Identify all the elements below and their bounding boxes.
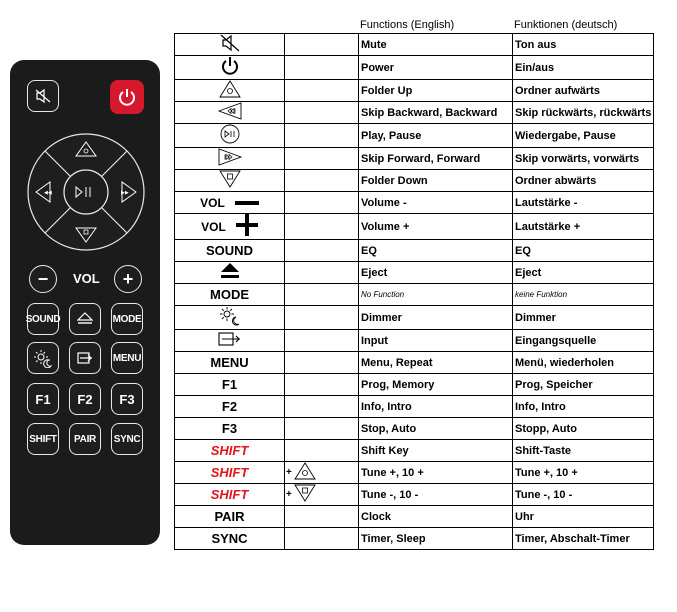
- key-cell: PAIR: [175, 506, 285, 528]
- function-english: Dimmer: [359, 306, 513, 330]
- table-row: [175, 214, 654, 240]
- function-german: Skip rückwärts, rückwärts: [513, 102, 654, 124]
- key-cell: SHIFT: [175, 462, 285, 484]
- remote-mute-button[interactable]: [27, 80, 59, 112]
- combo-cell: [285, 284, 359, 306]
- function-german: Info, Intro: [513, 396, 654, 418]
- dimmer-icon: [219, 306, 241, 329]
- remote-f2-button[interactable]: F2: [69, 383, 101, 415]
- table-row: [175, 284, 654, 306]
- function-english: Tune +, 10 +: [359, 462, 513, 484]
- remote-pair-button[interactable]: PAIR: [69, 423, 101, 455]
- remote-dimmer-button[interactable]: [27, 342, 59, 374]
- function-german: Tune +, 10 +: [513, 462, 654, 484]
- key-cell: [175, 34, 285, 56]
- remote-control: [10, 60, 160, 545]
- folder-up-icon: [294, 462, 316, 483]
- key-cell: F1: [175, 374, 285, 396]
- key-cell: [175, 306, 285, 330]
- dimmer-icon: [33, 348, 53, 368]
- table-row: [175, 170, 654, 192]
- key-cell: [175, 262, 285, 284]
- function-german: Dimmer: [513, 306, 654, 330]
- remote-mode-button[interactable]: MODE: [111, 303, 143, 335]
- play-pause-icon: [219, 124, 241, 147]
- combo-cell: [285, 102, 359, 124]
- input-icon: [218, 332, 242, 349]
- function-german: Eingangsquelle: [513, 330, 654, 352]
- skip-forward-icon: [218, 148, 242, 169]
- function-english: Menu, Repeat: [359, 352, 513, 374]
- svg-text:▶▶: ▶▶: [121, 190, 129, 196]
- function-table: [174, 33, 654, 550]
- eject-icon: [77, 312, 93, 326]
- function-german: Stopp, Auto: [513, 418, 654, 440]
- combo-cell: [285, 80, 359, 102]
- key-cell: SYNC: [175, 528, 285, 550]
- svg-text:◀◀: ◀◀: [44, 190, 52, 196]
- function-english: Folder Down: [359, 170, 513, 192]
- column-header-english: Functions (English): [360, 19, 455, 31]
- key-cell: [175, 330, 285, 352]
- remote-eject-button[interactable]: [69, 303, 101, 335]
- table-row: [175, 240, 654, 262]
- combo-cell: [285, 418, 359, 440]
- key-cell: SHIFT: [175, 440, 285, 462]
- key-cell: [175, 192, 285, 214]
- eject-icon: [220, 262, 240, 283]
- table-row: [175, 396, 654, 418]
- folder-down-icon: [294, 484, 316, 505]
- remote-f1-button[interactable]: F1: [27, 383, 59, 415]
- key-cell: [175, 80, 285, 102]
- combo-cell: [285, 462, 359, 484]
- function-german: Wiedergabe, Pause: [513, 124, 654, 148]
- function-english: Timer, Sleep: [359, 528, 513, 550]
- table-row: [175, 506, 654, 528]
- minus-icon: [235, 196, 259, 210]
- key-label: VOL: [200, 195, 225, 210]
- key-cell: [175, 170, 285, 192]
- combo-cell: [285, 506, 359, 528]
- key-cell: F2: [175, 396, 285, 418]
- table-row: [175, 34, 654, 56]
- function-german: Eject: [513, 262, 654, 284]
- function-english: Folder Up: [359, 80, 513, 102]
- combo-cell: [285, 440, 359, 462]
- function-english: Input: [359, 330, 513, 352]
- combo-plus: +: [286, 467, 292, 478]
- function-english: EQ: [359, 240, 513, 262]
- power-icon: [117, 87, 137, 107]
- combo-cell: [285, 528, 359, 550]
- remote-menu-button[interactable]: MENU: [111, 342, 143, 374]
- table-row: [175, 192, 654, 214]
- folder-down-icon: [219, 170, 241, 191]
- key-cell: MODE: [175, 284, 285, 306]
- combo-cell: [285, 352, 359, 374]
- table-row: [175, 528, 654, 550]
- table-row: [175, 102, 654, 124]
- input-icon: [76, 351, 94, 365]
- key-cell: [175, 56, 285, 80]
- function-english: Prog, Memory: [359, 374, 513, 396]
- table-row: [175, 262, 654, 284]
- key-cell: MENU: [175, 352, 285, 374]
- function-english: No Function: [359, 284, 513, 306]
- key-cell: [175, 124, 285, 148]
- function-english: Skip Backward, Backward: [359, 102, 513, 124]
- function-german: Ton aus: [513, 34, 654, 56]
- table-row: [175, 418, 654, 440]
- table-row: [175, 440, 654, 462]
- function-english: Volume +: [359, 214, 513, 240]
- function-english: Tune -, 10 -: [359, 484, 513, 506]
- combo-plus: +: [286, 489, 292, 500]
- remote-f3-button[interactable]: F3: [111, 383, 143, 415]
- table-row: [175, 80, 654, 102]
- table-row: [175, 124, 654, 148]
- remote-power-button[interactable]: [110, 80, 144, 114]
- combo-cell: [285, 374, 359, 396]
- function-german: Uhr: [513, 506, 654, 528]
- combo-cell: [285, 330, 359, 352]
- remote-volume-down-button[interactable]: −: [29, 265, 57, 293]
- mute-icon: [220, 34, 240, 55]
- combo-cell: [285, 214, 359, 240]
- key-cell: SOUND: [175, 240, 285, 262]
- function-german: EQ: [513, 240, 654, 262]
- combo-cell: [285, 192, 359, 214]
- table-row: [175, 462, 654, 484]
- function-english: Mute: [359, 34, 513, 56]
- combo-cell: [285, 124, 359, 148]
- mute-icon: [35, 88, 51, 104]
- function-english: Play, Pause: [359, 124, 513, 148]
- table-row: [175, 148, 654, 170]
- remote-vol-label: VOL: [73, 271, 100, 286]
- combo-cell: [285, 484, 359, 506]
- remote-shift-button[interactable]: SHIFT: [27, 423, 59, 455]
- combo-cell: [285, 170, 359, 192]
- power-icon: [220, 56, 240, 79]
- folder-up-icon: [219, 80, 241, 101]
- function-german: Timer, Abschalt-Timer: [513, 528, 654, 550]
- function-english: Skip Forward, Forward: [359, 148, 513, 170]
- function-german: Shift-Taste: [513, 440, 654, 462]
- table-row: [175, 352, 654, 374]
- key-cell: [175, 214, 285, 240]
- remote-input-button[interactable]: [69, 342, 101, 374]
- function-english: Stop, Auto: [359, 418, 513, 440]
- function-german: Lautstärke -: [513, 192, 654, 214]
- combo-cell: [285, 396, 359, 418]
- combo-cell: [285, 262, 359, 284]
- function-english: Power: [359, 56, 513, 80]
- function-english: Info, Intro: [359, 396, 513, 418]
- function-german: Ordner aufwärts: [513, 80, 654, 102]
- table-row: [175, 56, 654, 80]
- key-cell: F3: [175, 418, 285, 440]
- function-german: Lautstärke +: [513, 214, 654, 240]
- remote-volume-up-button[interactable]: +: [114, 265, 142, 293]
- skip-backward-icon: [218, 102, 242, 123]
- table-row: [175, 330, 654, 352]
- remote-dpad[interactable]: [26, 132, 146, 252]
- table-row: [175, 484, 654, 506]
- column-header-german: Funktionen (deutsch): [514, 19, 618, 31]
- function-german: Ein/aus: [513, 56, 654, 80]
- combo-cell: [285, 34, 359, 56]
- remote-sound-button[interactable]: SOUND: [27, 303, 59, 335]
- function-german: Tune -, 10 -: [513, 484, 654, 506]
- remote-sync-button[interactable]: SYNC: [111, 423, 143, 455]
- function-german: Skip vorwärts, vorwärts: [513, 148, 654, 170]
- function-german: Menü, wiederholen: [513, 352, 654, 374]
- combo-cell: [285, 148, 359, 170]
- function-english: Shift Key: [359, 440, 513, 462]
- function-english: Eject: [359, 262, 513, 284]
- function-english: Clock: [359, 506, 513, 528]
- table-row: [175, 306, 654, 330]
- key-label: VOL: [201, 219, 226, 234]
- function-english: Volume -: [359, 192, 513, 214]
- key-cell: [175, 102, 285, 124]
- combo-cell: [285, 240, 359, 262]
- function-german: Ordner abwärts: [513, 170, 654, 192]
- function-german: Prog, Speicher: [513, 374, 654, 396]
- key-cell: SHIFT: [175, 484, 285, 506]
- plus-icon: [236, 214, 258, 239]
- key-cell: [175, 148, 285, 170]
- combo-cell: [285, 56, 359, 80]
- table-row: [175, 374, 654, 396]
- function-german: keine Funktion: [513, 284, 654, 306]
- combo-cell: [285, 306, 359, 330]
